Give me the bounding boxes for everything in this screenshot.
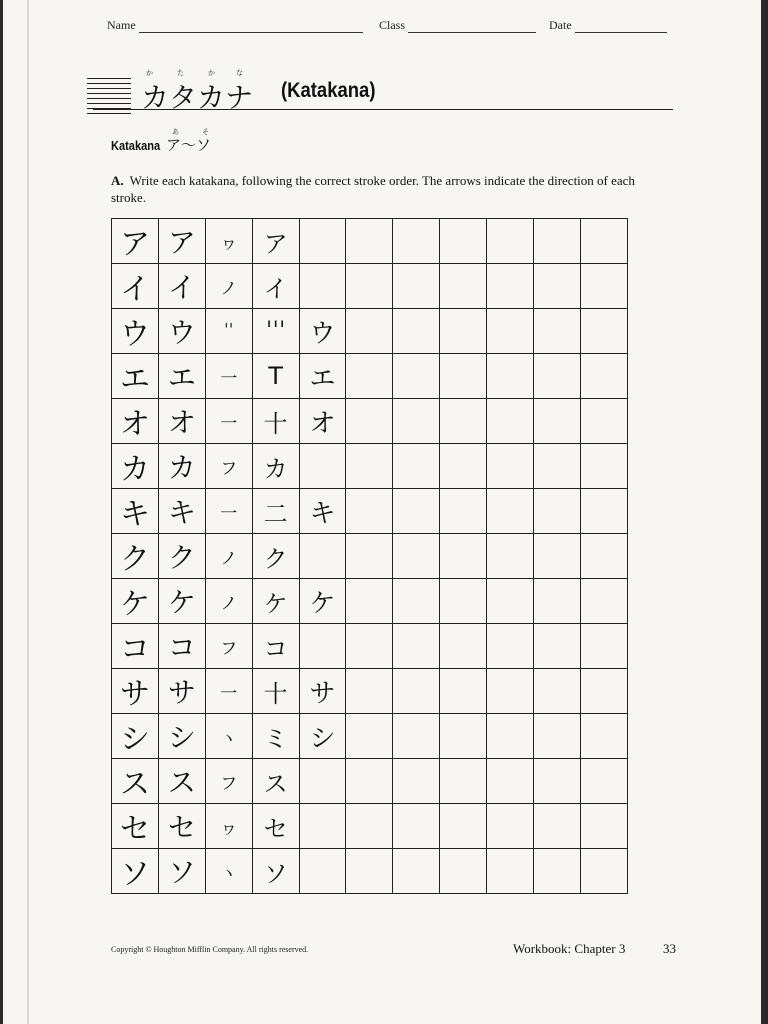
kana-cell: シ (299, 714, 346, 759)
practice-cell[interactable] (393, 579, 440, 624)
kana-cell: サ (112, 669, 159, 714)
practice-cell[interactable] (534, 399, 581, 444)
practice-cell[interactable] (393, 354, 440, 399)
practice-cell[interactable] (346, 804, 393, 849)
practice-cell[interactable] (487, 309, 534, 354)
kana-cell: ミ (252, 714, 299, 759)
practice-cell[interactable] (346, 354, 393, 399)
kana-cell: フ (205, 759, 252, 804)
practice-cell[interactable] (534, 489, 581, 534)
kana-cell: ヮ (205, 804, 252, 849)
practice-cell[interactable] (580, 714, 627, 759)
practice-cell[interactable] (487, 759, 534, 804)
kana-cell: ソ (158, 849, 205, 894)
practice-cell[interactable] (440, 309, 487, 354)
kana-cell: ヽ (205, 714, 252, 759)
kana-cell (299, 849, 346, 894)
practice-cell[interactable] (487, 219, 534, 264)
kana-cell: ヽ (205, 849, 252, 894)
kana-cell: 十 (252, 669, 299, 714)
instruction-text: Write each katakana, following the correct stroke order. The arrows indicate the direction of each stroke. (111, 173, 635, 205)
kana-cell: カ (158, 444, 205, 489)
practice-cell[interactable] (487, 534, 534, 579)
name-field: Name (107, 18, 363, 33)
practice-cell[interactable] (487, 804, 534, 849)
practice-cell[interactable] (346, 399, 393, 444)
practice-cell[interactable] (440, 264, 487, 309)
kana-cell (299, 534, 346, 579)
grid-row (112, 444, 628, 489)
kana-cell: ク (252, 534, 299, 579)
practice-cell[interactable] (393, 714, 440, 759)
practice-cell[interactable] (534, 714, 581, 759)
title-rule (93, 109, 673, 110)
furigana-ka: か (146, 69, 153, 77)
kana-cell: シ (112, 714, 159, 759)
practice-cell[interactable] (534, 354, 581, 399)
practice-cell[interactable] (580, 669, 627, 714)
title-decoration (87, 78, 131, 118)
practice-cell[interactable] (440, 849, 487, 894)
practice-cell[interactable] (393, 624, 440, 669)
section-label: Katakana (111, 138, 161, 153)
practice-cell[interactable] (580, 849, 627, 894)
practice-cell[interactable] (487, 849, 534, 894)
kana-cell: ス (252, 759, 299, 804)
grid-row (112, 399, 628, 444)
kana-cell: 一 (205, 669, 252, 714)
practice-cell[interactable] (393, 489, 440, 534)
kana-cell: キ (299, 489, 346, 534)
practice-cell[interactable] (534, 804, 581, 849)
practice-cell[interactable] (534, 534, 581, 579)
kana-cell: ウ (112, 309, 159, 354)
kana-cell: セ (112, 804, 159, 849)
practice-cell[interactable] (346, 219, 393, 264)
kana-cell: エ (158, 354, 205, 399)
page-edge (27, 0, 29, 1024)
practice-cell[interactable] (580, 354, 627, 399)
grid-row (112, 489, 628, 534)
kana-cell: コ (158, 624, 205, 669)
kana-cell: ス (158, 759, 205, 804)
practice-cell[interactable] (580, 489, 627, 534)
practice-cell[interactable] (346, 669, 393, 714)
date-blank (575, 20, 667, 33)
practice-cell[interactable] (346, 444, 393, 489)
kana-cell: ˈˈ (205, 309, 252, 354)
practice-cell[interactable] (534, 759, 581, 804)
practice-cell[interactable] (393, 534, 440, 579)
practice-cell[interactable] (580, 399, 627, 444)
kana-cell: ア (252, 219, 299, 264)
practice-cell[interactable] (440, 759, 487, 804)
grid-row (112, 354, 628, 399)
kana-cell: ウ (299, 309, 346, 354)
kana-cell: ノ (205, 534, 252, 579)
practice-cell[interactable] (534, 264, 581, 309)
kana-cell: セ (252, 804, 299, 849)
kana-cell: フ (205, 444, 252, 489)
practice-cell[interactable] (487, 444, 534, 489)
grid-row (112, 219, 628, 264)
kana-cell: 二 (252, 489, 299, 534)
practice-cell[interactable] (346, 759, 393, 804)
kana-cell: セ (158, 804, 205, 849)
practice-cell[interactable] (580, 219, 627, 264)
furigana-ta: た (177, 69, 184, 77)
practice-cell[interactable] (487, 714, 534, 759)
kana-cell: ケ (158, 579, 205, 624)
practice-cell[interactable] (580, 264, 627, 309)
practice-cell[interactable] (346, 624, 393, 669)
practice-cell[interactable] (393, 759, 440, 804)
practice-cell[interactable] (534, 669, 581, 714)
practice-cell[interactable] (393, 399, 440, 444)
grid-row (112, 804, 628, 849)
grid-row (112, 534, 628, 579)
furigana-so: そ (202, 128, 209, 136)
kana-cell (299, 624, 346, 669)
class-blank (408, 20, 536, 33)
practice-cell[interactable] (440, 489, 487, 534)
practice-cell[interactable] (346, 714, 393, 759)
kana-cell: イ (252, 264, 299, 309)
kana-cell: ク (158, 534, 205, 579)
practice-cell[interactable] (487, 354, 534, 399)
kana-cell: ノ (205, 579, 252, 624)
instruction (111, 172, 651, 206)
date-field: Date (549, 18, 667, 33)
kana-cell: エ (299, 354, 346, 399)
practice-cell[interactable] (393, 849, 440, 894)
kana-cell: ス (112, 759, 159, 804)
grid-row (112, 624, 628, 669)
practice-cell[interactable] (440, 804, 487, 849)
kana-cell: T (252, 354, 299, 399)
practice-cell[interactable] (393, 309, 440, 354)
kana-cell: ケ (112, 579, 159, 624)
page-title-japanese: カタカナ (141, 81, 254, 114)
kana-cell: シ (158, 714, 205, 759)
practice-cell[interactable] (440, 669, 487, 714)
kana-cell: 一 (205, 399, 252, 444)
practice-cell[interactable] (393, 444, 440, 489)
kana-cell: ウ (158, 309, 205, 354)
practice-cell[interactable] (440, 579, 487, 624)
furigana-a: あ (172, 128, 179, 136)
practice-cell[interactable] (534, 219, 581, 264)
kana-cell (299, 219, 346, 264)
copyright: Copyright © Houghton Mifflin Company. All rights reserved. (111, 945, 309, 954)
practice-cell[interactable] (580, 759, 627, 804)
kana-cell: カ (252, 444, 299, 489)
kana-cell: ヮ (205, 219, 252, 264)
worksheet-page (3, 0, 761, 1024)
kana-cell: ˈˈˈ (252, 309, 299, 354)
practice-cell[interactable] (393, 669, 440, 714)
section-range: ア～ソ (166, 136, 212, 154)
kana-cell: ク (112, 534, 159, 579)
practice-cell[interactable] (534, 579, 581, 624)
practice-grid (111, 218, 628, 894)
practice-cell[interactable] (393, 804, 440, 849)
kana-cell: エ (112, 354, 159, 399)
kana-cell: ア (112, 219, 159, 264)
practice-cell[interactable] (346, 534, 393, 579)
kana-cell (299, 804, 346, 849)
grid-row (112, 759, 628, 804)
grid-row (112, 714, 628, 759)
kana-cell: 十 (252, 399, 299, 444)
practice-cell[interactable] (440, 354, 487, 399)
practice-cell[interactable] (487, 669, 534, 714)
kana-cell: フ (205, 624, 252, 669)
practice-cell[interactable] (534, 849, 581, 894)
kana-cell (299, 444, 346, 489)
practice-cell[interactable] (346, 309, 393, 354)
practice-cell[interactable] (487, 264, 534, 309)
furigana-na: な (236, 69, 243, 77)
practice-cell[interactable] (440, 624, 487, 669)
practice-cell[interactable] (440, 444, 487, 489)
practice-cell[interactable] (580, 804, 627, 849)
class-field: Class (379, 18, 536, 33)
practice-cell[interactable] (580, 309, 627, 354)
practice-cell[interactable] (580, 624, 627, 669)
instruction-label: A. (111, 173, 124, 188)
furigana-ka2: か (208, 69, 215, 77)
practice-cell[interactable] (346, 489, 393, 534)
practice-cell[interactable] (580, 444, 627, 489)
practice-cell[interactable] (580, 579, 627, 624)
practice-cell[interactable] (346, 264, 393, 309)
kana-cell: ソ (112, 849, 159, 894)
page-number: 33 (663, 941, 676, 956)
kana-cell: キ (112, 489, 159, 534)
practice-cell[interactable] (580, 534, 627, 579)
grid-row (112, 264, 628, 309)
kana-cell: オ (299, 399, 346, 444)
kana-cell: オ (158, 399, 205, 444)
kana-cell: オ (112, 399, 159, 444)
workbook-chapter: Workbook: Chapter 3 (513, 941, 626, 956)
practice-cell[interactable] (534, 444, 581, 489)
kana-cell: キ (158, 489, 205, 534)
practice-cell[interactable] (487, 579, 534, 624)
grid-row (112, 309, 628, 354)
grid-row (112, 579, 628, 624)
kana-cell: ケ (299, 579, 346, 624)
kana-cell: コ (252, 624, 299, 669)
kana-cell: カ (112, 444, 159, 489)
practice-cell[interactable] (487, 489, 534, 534)
kana-cell: ア (158, 219, 205, 264)
practice-cell[interactable] (534, 624, 581, 669)
practice-cell[interactable] (440, 714, 487, 759)
kana-cell (299, 264, 346, 309)
practice-cell[interactable] (487, 624, 534, 669)
practice-cell[interactable] (346, 579, 393, 624)
practice-cell[interactable] (393, 219, 440, 264)
grid-row (112, 669, 628, 714)
kana-cell: ソ (252, 849, 299, 894)
kana-cell: サ (299, 669, 346, 714)
kana-cell: ノ (205, 264, 252, 309)
practice-cell[interactable] (440, 399, 487, 444)
kana-cell: イ (158, 264, 205, 309)
practice-cell[interactable] (393, 264, 440, 309)
kana-cell: イ (112, 264, 159, 309)
practice-cell[interactable] (440, 219, 487, 264)
page-title-english: (Katakana) (281, 79, 376, 102)
kana-cell: サ (158, 669, 205, 714)
practice-cell[interactable] (487, 399, 534, 444)
kana-cell: 一 (205, 489, 252, 534)
kana-cell: コ (112, 624, 159, 669)
practice-cell[interactable] (346, 849, 393, 894)
kana-cell: ケ (252, 579, 299, 624)
practice-cell[interactable] (534, 309, 581, 354)
grid-row (112, 849, 628, 894)
kana-cell: 一 (205, 354, 252, 399)
name-blank (139, 20, 363, 33)
practice-cell[interactable] (440, 534, 487, 579)
kana-cell (299, 759, 346, 804)
